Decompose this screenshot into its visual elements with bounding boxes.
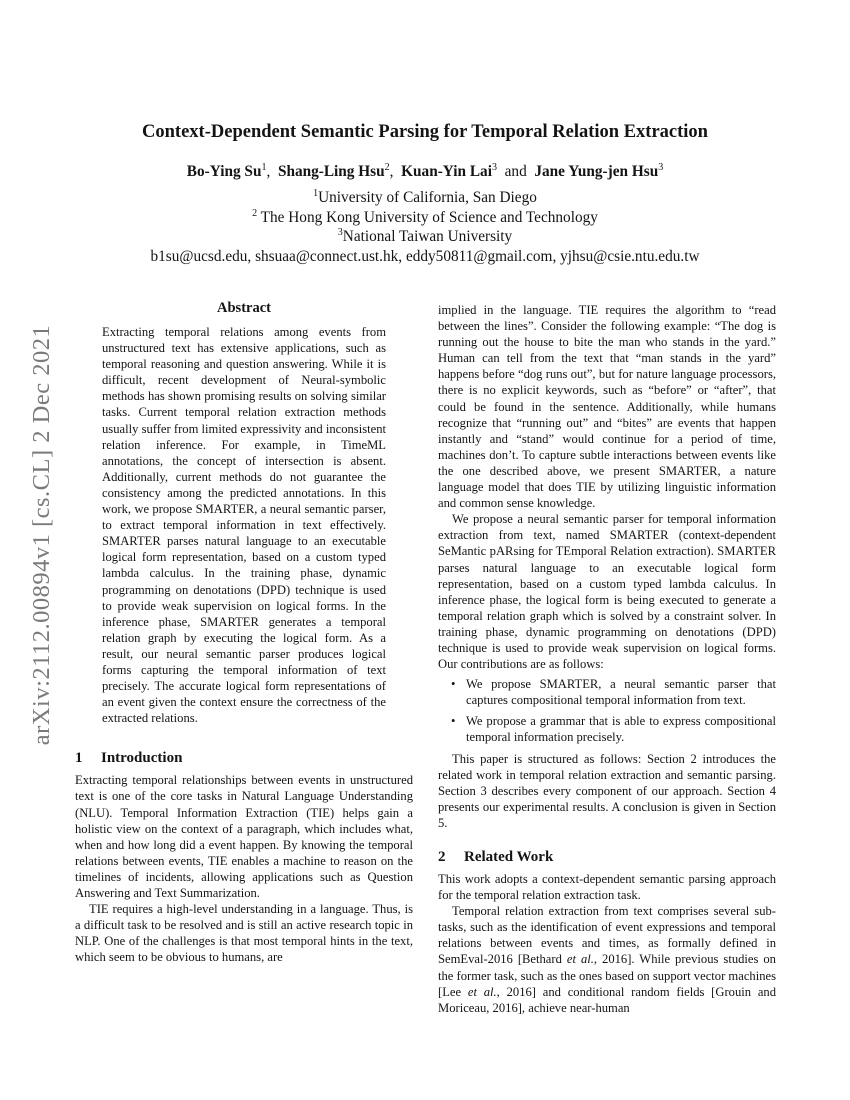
paragraph: This work adopts a context-dependent semantic parsing approach for the temporal relation extraction task. xyxy=(438,872,776,903)
paragraph: This paper is structured as follows: Section 2 introduces the related work in temporal relation extraction and semantic parsing. Section 3 describes every component of our approach. Section 4 presents our experimental results. A conclusion is given in Section 5. xyxy=(438,751,776,830)
section-number: 2 xyxy=(438,849,446,865)
contribution-item xyxy=(451,713,776,745)
left-column xyxy=(75,298,413,965)
affiliation-number: 1 xyxy=(313,188,319,199)
affiliation-text: National Taiwan University xyxy=(342,228,513,246)
affiliation-line xyxy=(0,227,850,247)
affiliation-line xyxy=(0,188,850,208)
author-affiliation-mark: 3 xyxy=(658,162,664,173)
author-name: Kuan-Yin Lai xyxy=(401,163,492,180)
affiliation-line xyxy=(0,208,850,228)
author-and: and xyxy=(504,163,527,180)
section-title: Introduction xyxy=(101,750,183,767)
affiliation-text: University of California, San Diego xyxy=(318,189,537,206)
paragraph: implied in the language. TIE requires the algorithm to “read between the lines”. Consider the following example: “The dog is running out the house to bite the man who stands in the yard.” Human can tell from the text that “man stands in the yard” happens before “dog runs out”, but for nature language processors, there is no explicit keywords, such as “before” or “after”, that could be found in the sentence. Additionally, while humans recognize that “running out” and “bites” are events that happen instantly and “stand” would continue for a period of time, machines don’t. To capture subtle interactions between events like the one described above, we present SMARTER, a nature language model that does TIE by utilizing linguistic information and common sense knowledge. xyxy=(438,303,776,511)
contribution-list xyxy=(438,676,776,745)
author-separator: , xyxy=(266,163,271,180)
section-number: 1 xyxy=(75,750,83,767)
arxiv-stamp-text: arXiv:2112.00894v1 [cs.CL] 2 Dec 2021 xyxy=(28,324,55,746)
paper-title: Context-Dependent Semantic Parsing for Temporal Relation Extraction xyxy=(142,122,708,142)
paragraph xyxy=(438,903,776,1016)
section-heading-related-work xyxy=(438,847,776,867)
abstract-text: Extracting temporal relations among events from unstructured text has extensive applications, such as temporal reasoning and question answering. While it is difficult, recent development of Neural-symbolic methods has shown promising results on solving similar tasks. Current temporal relation extraction methods usually suffer from limited expressivity and inconsistent relation inference. For example, in TimeML annotations, the concept of intersection is absent. Additionally, current methods do not guarantee the consistency among the predicted annotations. In this work, we propose SMARTER, a neural semantic parser, to extract temporal information in text effectively. SMARTER parses natural language to an executable logical form representation, based on a custom typed lambda calculus. In the training phase, dynamic programming on denotations (DPD) technique is used to provide weak supervision on logical forms. In the inference phase, SMARTER generates a temporal relation graph by executing the logical form. As a result, our neural semantic parser produces logical forms capturing the temporal information of text precisely. The accurate logical form representations of an event given the context ensure the correctness of the extracted relations. xyxy=(102,325,386,726)
text-run: , 2016]. While previous studies on the former task, such as the ones based on support vector machines [Lee xyxy=(438,952,776,999)
affiliation-text: The Hong Kong University of Science and Technology xyxy=(257,208,598,226)
affiliation-number: 2 xyxy=(252,207,258,219)
paragraph: TIE requires a high-level understanding in a language. Thus, is a difficult task to be resolved and is still an active research topic in NLP. One of the challenges is that most temporal hints in the text, which seem to be obvious to humans, are xyxy=(75,902,413,965)
contribution-text: We propose a grammar that is able to express compositional temporal information precisely. xyxy=(466,714,776,745)
author-affiliation-mark: 2 xyxy=(384,162,390,173)
citation-etal: et al. xyxy=(566,952,594,967)
author-list xyxy=(0,162,850,182)
paragraph: Extracting temporal relationships between events in unstructured text is one of the core tasks in Natural Language Understanding (NLU). Temporal Information Extraction (TIE) helps gain a holistic view on the context of a paragraph, which includes what, when and how long did a event happen. By knowing the temporal relations between events, TIE enables a machine to reason on the timelines of incidents, allowing applications such as Question Answering and Text Summarization. xyxy=(75,773,413,900)
author-affiliation-mark: 3 xyxy=(491,162,497,173)
section-heading-introduction xyxy=(75,748,413,768)
text-run: , 2016] and conditional random fields [Grouin and Moriceau, 2016], achieve near-human xyxy=(438,984,776,1015)
author-affiliation-mark: 1 xyxy=(261,162,267,173)
abstract-body xyxy=(75,324,413,726)
author-separator: , xyxy=(389,163,394,180)
author-name: Shang-Ling Hsu xyxy=(277,163,385,180)
section-title: Related Work xyxy=(464,849,554,865)
bullet-icon: • xyxy=(451,714,456,729)
contribution-text: We propose SMARTER, a neural semantic parser that captures compositional temporal information from text. xyxy=(466,677,776,708)
right-column xyxy=(438,302,776,1016)
contribution-item xyxy=(451,676,776,708)
bullet-icon: • xyxy=(451,677,456,692)
affiliation-number: 3 xyxy=(337,227,343,239)
author-emails: b1su@ucsd.edu, shsuaa@connect.ust.hk, eddy50811@gmail.com, yjhsu@csie.ntu.edu.tw xyxy=(150,247,700,265)
arxiv-stamp xyxy=(22,300,62,770)
author-name: Jane Yung-jen Hsu xyxy=(534,163,659,180)
citation-etal: et al. xyxy=(467,984,497,999)
paragraph: We propose a neural semantic parser for temporal information extraction from text, named SMARTER (context-dependent SeMantic pARsing for TEmporal Relation extraction). SMARTER parses natural language to an executable logical form representation, based on a custom typed lambda calculus. In inference phase, the logical form is being executed to generate a temporal relation graph which is solved by a constraint solver. In training phase, dynamic programming on denotations (DPD) technique is used to provide weak supervision on logical forms. Our contributions are as follows: xyxy=(438,512,776,672)
author-name: Bo-Ying Su xyxy=(186,163,262,180)
abstract-heading: Abstract xyxy=(217,300,271,316)
affiliation-block xyxy=(0,188,850,266)
text-run: Temporal relation extraction from text comprises several sub-tasks, such as the identification of event expressions and temporal relations between events and times, as formally defined in SemEval-2016 [Bethard xyxy=(438,904,776,967)
